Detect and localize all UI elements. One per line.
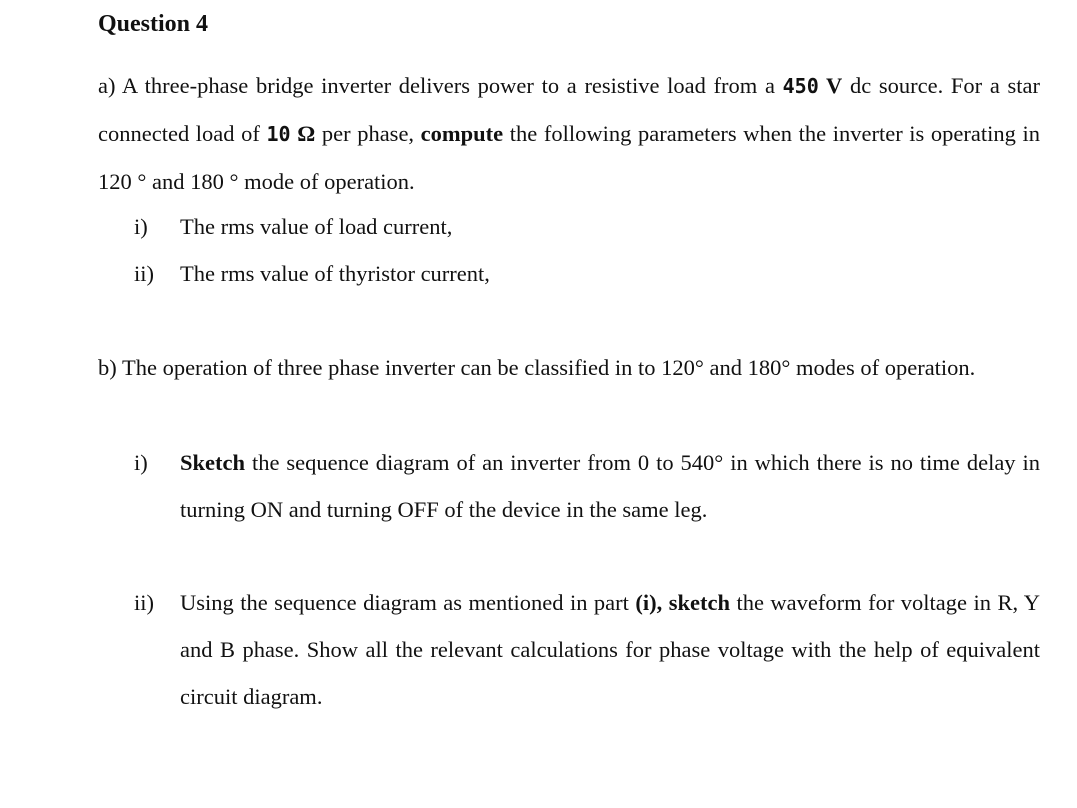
part-ref-sketch-keyword: (i), sketch [635, 590, 730, 615]
part-b-item-2 [134, 579, 1040, 720]
item-number: i) [134, 450, 148, 475]
item-text-end: the waveform for voltage in R, Y and B phase. Show all the relevant calculations for phase voltage with the help of equivalent circuit diagram. [180, 590, 1040, 709]
dc-voltage-value: 450 [782, 74, 819, 98]
part-b-paragraph: b) The operation of three phase inverter can be classified in to 120° and 180° modes of operation. [98, 355, 976, 380]
item-text [180, 439, 1040, 533]
item-text: The rms value of thyristor current, [180, 261, 490, 286]
sketch-keyword: Sketch [180, 450, 246, 475]
load-resistance-value: 10 [266, 122, 291, 146]
item-text-body: the sequence diagram of an inverter from 0 to 540° in which there is no time delay in turning ON and turning OFF of the device in the same leg. [180, 450, 1040, 522]
question-title: Question 4 [98, 11, 209, 37]
part-a-text-3: per phase, [315, 121, 421, 146]
part-a-item-1 [134, 203, 1040, 250]
part-b-item-1 [134, 439, 1040, 533]
resistance-unit: Ω [290, 121, 316, 146]
part-a-text-1: a) A three-phase bridge inverter delivers power to a resistive load from a [98, 73, 783, 98]
item-number: i) [134, 214, 148, 239]
item-text: The rms value of load current, [180, 214, 453, 239]
part-a-paragraph [98, 62, 1040, 205]
item-number: ii) [134, 261, 154, 286]
part-a-text-4: the following parameters when the inverter is operating in 120 ° and 180 ° mode of operation. [98, 121, 1040, 194]
item-text-start: Using the sequence diagram as mentioned in part [180, 590, 636, 615]
part-a-text-2: dc source. For a star connected load of [98, 73, 1040, 146]
voltage-unit: V [818, 73, 843, 98]
item-number: ii) [134, 590, 154, 615]
item-text [180, 579, 1040, 720]
part-a-item-2 [134, 250, 1040, 297]
compute-keyword: compute [420, 121, 504, 146]
